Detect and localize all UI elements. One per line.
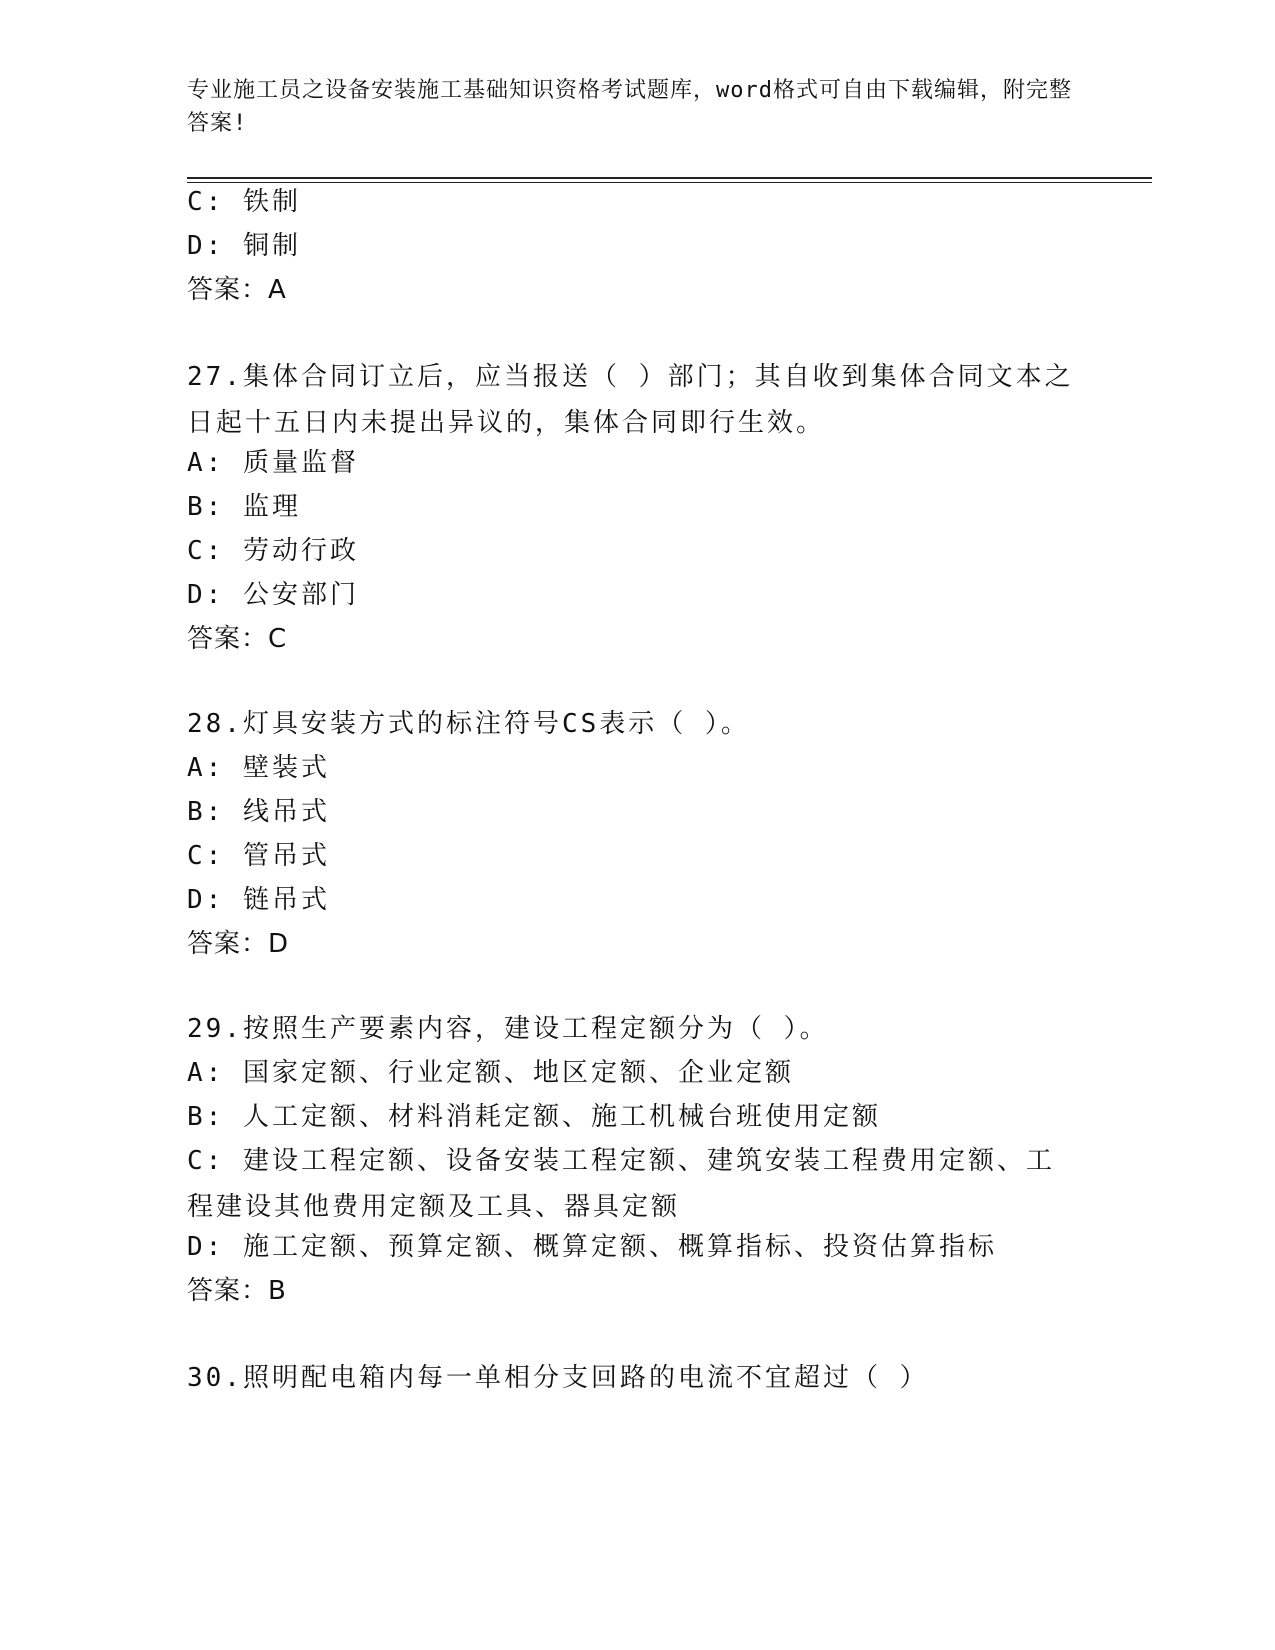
header-note: 专业施工员之设备安装施工基础知识资格考试题库，word格式可自由下载编辑，附完整答案! (187, 78, 1072, 136)
q29-option-a: A: 国家定额、行业定额、地区定额、企业定额 (187, 1058, 794, 1088)
q28-answer: 答案：D (187, 929, 290, 959)
q30-stem: 30.照明配电箱内每一单相分支回路的电流不宜超过（ ） (187, 1363, 929, 1393)
q27-stem: 27.集体合同订立后，应当报送（ ）部门；其自收到集体合同文本之日起十五日内未提出异议的，集体合同即行生效。 (187, 362, 1074, 438)
q27-answer: 答案：C (187, 624, 288, 654)
q26-option-c: C: 铁制 (187, 187, 301, 217)
q28-option-d: D: 链吊式 (187, 885, 330, 915)
q28-option-a: A: 壁装式 (187, 753, 330, 783)
q29-option-b: B: 人工定额、材料消耗定额、施工机械台班使用定额 (187, 1102, 881, 1132)
q26-option-d: D: 铜制 (187, 231, 301, 261)
q26-answer: 答案：A (187, 275, 287, 305)
header-divider-thin (187, 182, 1152, 183)
q27-option-a: A: 质量监督 (187, 448, 359, 478)
q29-stem: 29.按照生产要素内容，建设工程定额分为（ ）。 (187, 1014, 829, 1044)
q28-option-c: C: 管吊式 (187, 841, 330, 871)
q27-option-d: D: 公安部门 (187, 580, 359, 610)
q29-option-c: C: 建设工程定额、设备安装工程定额、建筑安装工程费用定额、工程建设其他费用定额及工具、器具定额 (187, 1146, 1055, 1222)
q29-answer: 答案：B (187, 1276, 287, 1306)
q28-stem: 28.灯具安装方式的标注符号CS表示（ ）。 (187, 709, 750, 739)
q27-option-b: B: 监理 (187, 492, 301, 522)
header-divider (187, 177, 1152, 179)
q28-option-b: B: 线吊式 (187, 797, 330, 827)
q27-option-c: C: 劳动行政 (187, 536, 359, 566)
q29-option-d: D: 施工定额、预算定额、概算定额、概算指标、投资估算指标 (187, 1232, 997, 1262)
